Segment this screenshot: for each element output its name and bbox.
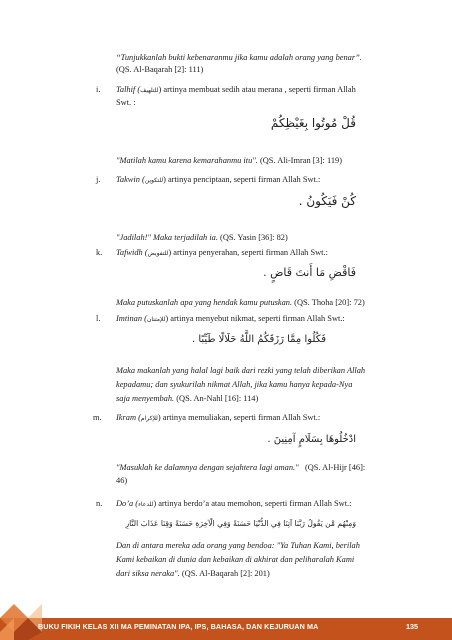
item-m-term: Ikram ( [116, 413, 141, 422]
item-i-letter: i. [96, 85, 101, 94]
item-n-term: Do’a ( [116, 499, 139, 508]
item-n-ref: (QS. Al-Baqarah [2]: 201) [181, 569, 270, 578]
item-n-line [116, 498, 351, 511]
page-number: 135 [406, 622, 418, 631]
item-i-desc: ) artinya membuat sedih atau merana , seperti firman Allah [158, 85, 356, 94]
item-k-line [116, 247, 328, 260]
item-l-letter: l. [96, 314, 101, 323]
item-j-term: Takwin ( [116, 175, 145, 184]
item-m-verse: ادْخُلُوهَا بِسَلَامٍ آمِنِينَ . [267, 434, 356, 445]
item-m-arabic-term: للإكرام [140, 415, 158, 422]
item-j-verse: كُنْ فَيَكُونُ . [298, 194, 356, 208]
item-j-translation: "Jadilah!" Maka terjadilah ia. [116, 233, 218, 242]
item-l-line [116, 313, 345, 326]
item-j-line [116, 174, 320, 187]
item-k-translation-line [116, 297, 365, 309]
intro-quote: “Tunjukkanlah bukti kebenaranmu jika kamu adalah orang yang benar”. [116, 53, 362, 62]
intro-ref: (QS. Al-Baqarah [2]: 111) [116, 65, 204, 74]
item-i-ref: (QS. Ali-Imran [3]: 119) [259, 156, 342, 165]
item-k-translation: Maka putuskanlah apa yang hendak kamu putuskan. [116, 298, 293, 307]
item-m-desc: ) artinya memuliakan, seperti firman Allah Swt.: [157, 413, 321, 422]
item-i-translation-line [116, 155, 342, 167]
item-i-verse: قُلْ مُوتُوا بِغَيْظِكُمْ [270, 116, 356, 130]
item-k-verse: فَاقْضِ مَا أَنتَ قَاضٍ . [263, 266, 356, 279]
item-k-arabic-term: للتفويض [147, 250, 169, 257]
item-n-translation-l2: Kami kebaikan di dunia dan kebaikan di akhirat dan peliharalah Kami [116, 555, 355, 564]
item-j-translation-line [116, 232, 288, 244]
item-j-desc: ) artinya penciptaan, seperti firman Allah Swt.: [163, 175, 321, 184]
item-m-translation-line [116, 462, 365, 474]
item-m-line [116, 412, 320, 425]
item-l-translation-l1: Maka makanlah yang halal lagi baik dari rezki yang telah diberikan Allah [116, 366, 366, 375]
item-j-letter: j. [96, 175, 101, 184]
item-n-arabic-term: للدعاء [138, 501, 154, 508]
item-i-term: Talhif ( [116, 85, 141, 94]
item-m-ref2: 46) [116, 476, 128, 485]
item-l-translation-l3: saja menyembah. [116, 394, 175, 403]
item-n-translation-l3-line [116, 568, 270, 580]
item-m-translation: "Masuklah ke dalamnya dengan sejahtera lagi aman." [116, 463, 299, 472]
item-i-arabic-term: للتلهيف [140, 87, 159, 94]
item-n-translation-l3: dari siksa neraka". [116, 569, 180, 578]
item-k-letter: k. [96, 248, 103, 257]
item-l-verse: فَكُلُوا مِمَّا رَزَقَكُمُ اللَّهُ حَلَالًا طَيِّبًا . [192, 334, 326, 345]
item-l-ref: (QS. An-Nahl [16]: 114) [176, 394, 259, 403]
item-n-verse: وَمِنْهُم مَّن يَقُولُ رَبَّنَا آتِنَا فِي الدُّنْيَا حَسَنَةً وَفِي الْآخِرَةِ حَسَنَةً وَقِنَا عَذَابَ النَّارِ [125, 519, 356, 528]
item-l-term: Imtinan ( [116, 314, 147, 323]
item-i-desc2: Swt. : [116, 98, 136, 107]
item-k-ref: (QS. Thoha [20]: 72) [294, 298, 365, 307]
item-m-ref: (QS. Al-Hijr [46]: [304, 463, 366, 472]
item-l-translation-l3-line [116, 393, 258, 405]
item-n-desc: ) artinya berdo’a atau memohon, seperti firman Allah Swt.: [153, 499, 352, 508]
footer-title: BUKU FIKIH KELAS XII MA PEMINATAN IPA, IPS, BAHASA, DAN KEJURUAN MA [38, 622, 319, 631]
item-n-translation-l1: Dan di antara mereka ada orang yang bendoa: "Ya Tuhan Kami, berilah [116, 541, 360, 550]
page-footer [0, 604, 452, 640]
item-m-letter: m. [93, 413, 102, 422]
item-l-translation-l2: kepadamu; dan syukurilah nikmat Allah, jika kamu hanya kepada-Nya [116, 380, 353, 389]
item-i-line [116, 84, 356, 97]
item-k-desc: ) artinya penyerahan, seperti firman Allah Swt.: [168, 248, 328, 257]
item-k-term: Tafwidh ( [116, 248, 148, 257]
item-l-arabic-term: للإمتنان [146, 316, 166, 323]
item-j-ref: (QS. Yasin [36]: 82) [220, 233, 288, 242]
item-n-letter: n. [96, 499, 103, 508]
item-l-desc: ) artinya menyebut nikmat, seperti firman Allah Swt.: [165, 314, 345, 323]
item-i-translation: "Matilah kamu karena kemarahanmu itu". [116, 156, 258, 165]
item-j-arabic-term: للتكوين [144, 177, 164, 184]
